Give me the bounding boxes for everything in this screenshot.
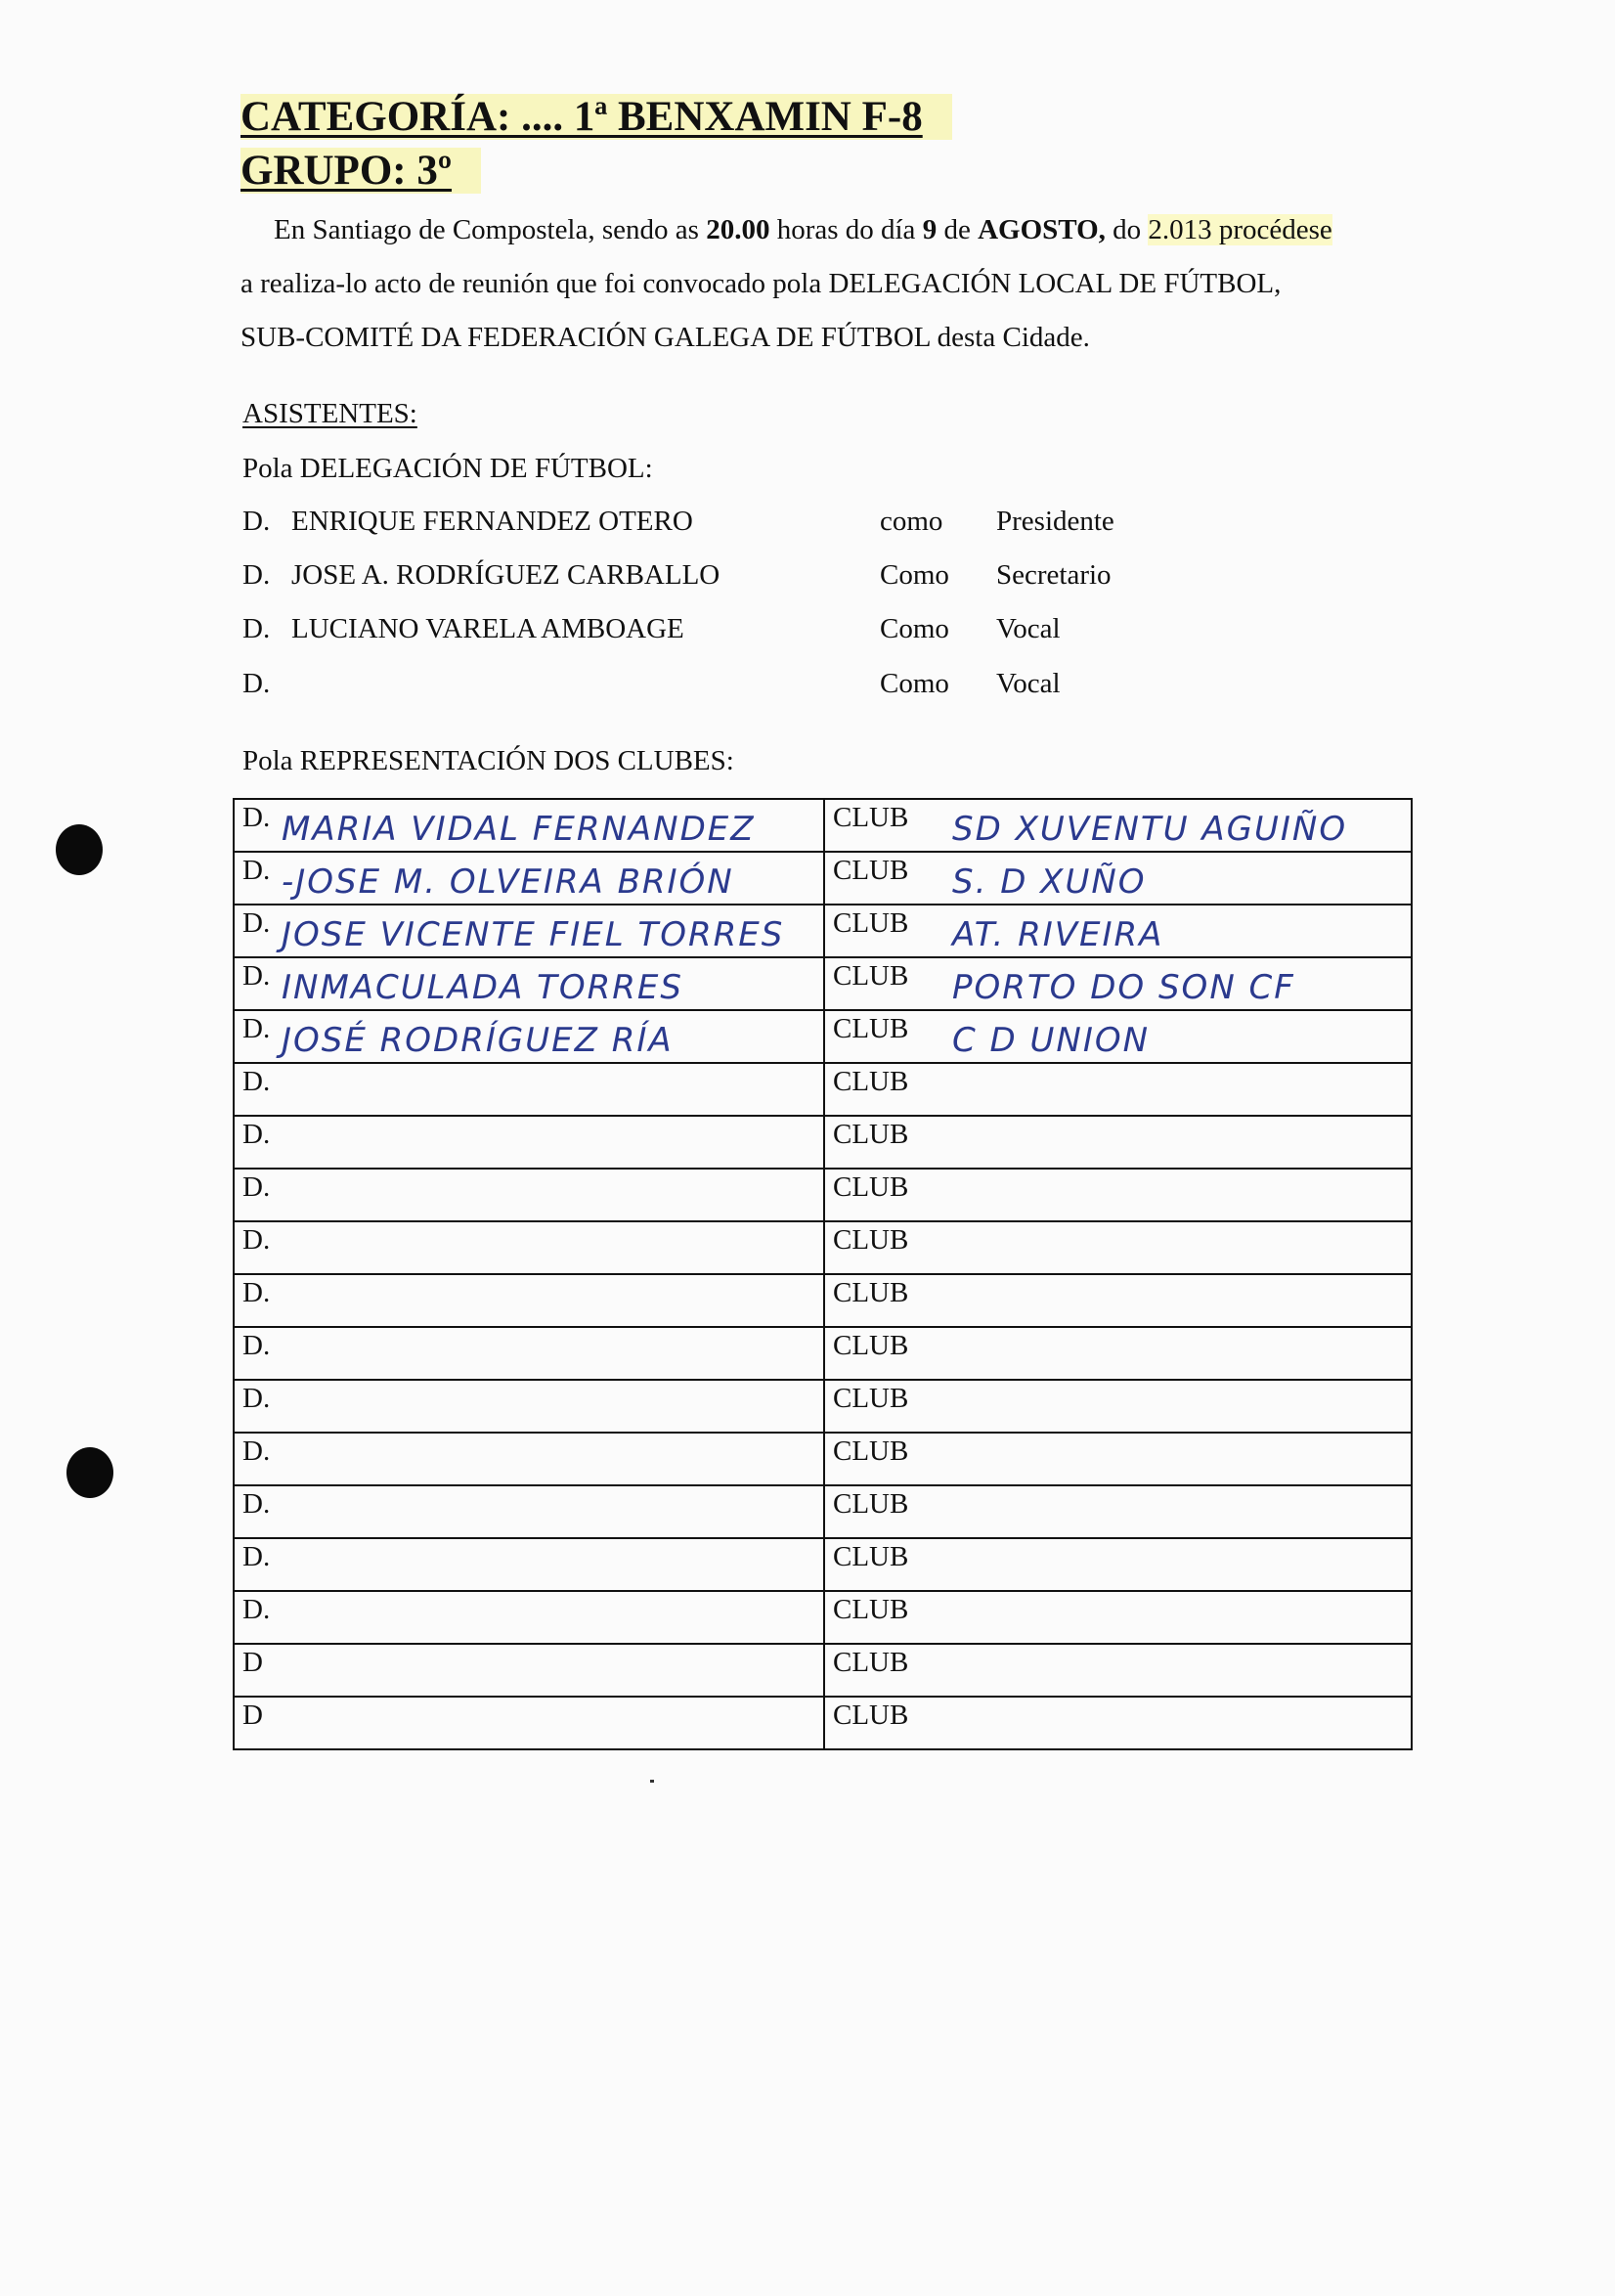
representative-prefix: D. — [242, 802, 271, 833]
officer-role: Presidente — [996, 506, 1114, 537]
club-row — [234, 1591, 1412, 1644]
representative-prefix: D. — [242, 855, 271, 886]
representative-cell — [234, 1010, 824, 1063]
club-name: C D UNION — [952, 1021, 1151, 1060]
club-cell — [824, 957, 1412, 1010]
club-row — [234, 1063, 1412, 1116]
representative-cell — [234, 1169, 824, 1221]
representative-cell — [234, 957, 824, 1010]
representative-cell — [234, 1380, 824, 1433]
representative-cell — [234, 1591, 824, 1644]
club-label: CLUB — [833, 855, 909, 886]
representative-prefix: D. — [242, 1224, 271, 1256]
club-cell — [824, 1538, 1412, 1591]
representative-cell — [234, 1221, 824, 1274]
representative-prefix: D. — [242, 1488, 271, 1520]
representative-prefix: D. — [242, 1330, 271, 1361]
delegation-label: Pola DELEGACIÓN DE FÚTBOL: — [242, 453, 653, 484]
officer-prefix: D. — [242, 559, 271, 591]
intro-day: 9 — [922, 214, 938, 245]
representative-name: -JOSE M. OLVEIRA BRIÓN — [282, 862, 734, 902]
representative-cell — [234, 1485, 824, 1538]
club-row — [234, 1433, 1412, 1485]
club-label: CLUB — [833, 1013, 909, 1044]
intro-line-3: SUB-COMITÉ DA FEDERACIÓN GALEGA DE FÚTBOL desta Cidade. — [240, 322, 1090, 353]
officer-name: JOSE A. RODRÍGUEZ CARBALLO — [291, 559, 720, 591]
club-row — [234, 1697, 1412, 1749]
intro-line-1: En Santiago de Compostela, sendo as 20.00 horas do día 9 de AGOSTO, do 2.013 procédese — [274, 214, 1332, 245]
club-label: CLUB — [833, 1435, 909, 1467]
officer-role: Secretario — [996, 559, 1112, 591]
club-label: CLUB — [833, 1647, 909, 1678]
representative-cell — [234, 1116, 824, 1169]
club-name: S. D XUÑO — [952, 862, 1147, 902]
club-cell — [824, 1063, 1412, 1116]
representative-prefix: D. — [242, 960, 271, 992]
officer-como: Como — [880, 559, 949, 591]
officer-row — [242, 506, 1114, 538]
representative-prefix: D. — [242, 1435, 271, 1467]
representative-cell — [234, 1063, 824, 1116]
club-row — [234, 1485, 1412, 1538]
club-label: CLUB — [833, 1277, 909, 1308]
club-row — [234, 1274, 1412, 1327]
representative-prefix: D. — [242, 1066, 271, 1097]
representative-cell — [234, 1697, 824, 1749]
club-cell — [824, 1010, 1412, 1063]
club-row — [234, 1169, 1412, 1221]
club-cell — [824, 1116, 1412, 1169]
club-cell — [824, 1485, 1412, 1538]
club-label: CLUB — [833, 1224, 909, 1256]
representative-cell — [234, 1274, 824, 1327]
representative-cell — [234, 799, 824, 852]
representative-cell — [234, 852, 824, 905]
officer-prefix: D. — [242, 506, 271, 537]
officer-row — [242, 668, 1061, 700]
club-label: CLUB — [833, 802, 909, 833]
representative-name: MARIA VIDAL FERNANDEZ — [282, 810, 756, 849]
representative-prefix: D — [242, 1700, 263, 1731]
officer-role: Vocal — [996, 668, 1061, 699]
club-cell — [824, 1327, 1412, 1380]
punch-hole-bottom — [66, 1447, 113, 1498]
representative-prefix: D — [242, 1647, 263, 1678]
club-name: PORTO DO SON CF — [952, 968, 1295, 1007]
representative-cell — [234, 1644, 824, 1697]
officer-prefix: D. — [242, 668, 271, 699]
club-cell — [824, 852, 1412, 905]
officer-prefix: D. — [242, 613, 271, 644]
club-cell — [824, 799, 1412, 852]
representative-cell — [234, 1538, 824, 1591]
representative-cell — [234, 905, 824, 957]
club-label: CLUB — [833, 1119, 909, 1150]
club-row — [234, 1010, 1412, 1063]
officer-como: como — [880, 506, 943, 537]
representative-prefix: D. — [242, 1119, 271, 1150]
club-label: CLUB — [833, 1330, 909, 1361]
club-cell — [824, 1274, 1412, 1327]
club-cell — [824, 1169, 1412, 1221]
club-label: CLUB — [833, 907, 909, 939]
club-cell — [824, 1433, 1412, 1485]
representative-prefix: D. — [242, 1383, 271, 1414]
clubs-table — [233, 798, 1413, 1750]
club-cell — [824, 1697, 1412, 1749]
officer-name: LUCIANO VARELA AMBOAGE — [291, 613, 684, 644]
officer-como: Como — [880, 668, 949, 699]
club-label: CLUB — [833, 1594, 909, 1625]
club-row — [234, 1644, 1412, 1697]
club-row — [234, 852, 1412, 905]
club-label: CLUB — [833, 1700, 909, 1731]
club-cell — [824, 1644, 1412, 1697]
representative-prefix: D. — [242, 1594, 271, 1625]
intro-month: AGOSTO, — [978, 214, 1106, 245]
club-row — [234, 905, 1412, 957]
officer-row — [242, 613, 1061, 645]
representative-prefix: D. — [242, 1277, 271, 1308]
club-label: CLUB — [833, 1488, 909, 1520]
club-cell — [824, 905, 1412, 957]
officer-name: ENRIQUE FERNANDEZ OTERO — [291, 506, 693, 537]
club-row — [234, 799, 1412, 852]
representation-label: Pola REPRESENTACIÓN DOS CLUBES: — [242, 745, 734, 776]
club-label: CLUB — [833, 960, 909, 992]
club-row — [234, 1116, 1412, 1169]
representative-prefix: D. — [242, 907, 271, 939]
officer-como: Como — [880, 613, 949, 644]
punch-hole-top — [56, 824, 103, 875]
club-row — [234, 1538, 1412, 1591]
club-cell — [824, 1591, 1412, 1644]
club-label: CLUB — [833, 1066, 909, 1097]
representative-cell — [234, 1327, 824, 1380]
representative-name: JOSÉ RODRÍGUEZ RÍA — [282, 1021, 674, 1060]
representative-name: JOSE VICENTE FIEL TORRES — [282, 915, 785, 954]
club-row — [234, 957, 1412, 1010]
club-label: CLUB — [833, 1171, 909, 1203]
club-row — [234, 1221, 1412, 1274]
club-label: CLUB — [833, 1541, 909, 1572]
intro-time: 20.00 — [706, 214, 770, 245]
club-label: CLUB — [833, 1383, 909, 1414]
intro-line-2: a realiza-lo acto de reunión que foi convocado pola DELEGACIÓN LOCAL DE FÚTBOL, — [240, 268, 1282, 299]
club-cell — [824, 1221, 1412, 1274]
group-heading: GRUPO: 3º — [240, 147, 481, 196]
representative-name: INMACULADA TORRES — [282, 968, 683, 1007]
representative-prefix: D. — [242, 1013, 271, 1044]
club-name: AT. RIVEIRA — [952, 915, 1164, 954]
representative-prefix: D. — [242, 1541, 271, 1572]
intro-year: 2.013 procédese — [1148, 214, 1332, 245]
club-name: SD XUVENTU AGUIÑO — [952, 810, 1348, 849]
category-heading: CATEGORÍA: .... 1ª BENXAMIN F-8 — [240, 93, 952, 142]
representative-cell — [234, 1433, 824, 1485]
page-mark — [650, 1780, 654, 1783]
officer-role: Vocal — [996, 613, 1061, 644]
club-row — [234, 1380, 1412, 1433]
representative-prefix: D. — [242, 1171, 271, 1203]
club-cell — [824, 1380, 1412, 1433]
asistentes-heading: ASISTENTES: — [242, 398, 417, 429]
club-row — [234, 1327, 1412, 1380]
officer-row — [242, 559, 1112, 592]
intro-paragraph — [240, 203, 1404, 365]
